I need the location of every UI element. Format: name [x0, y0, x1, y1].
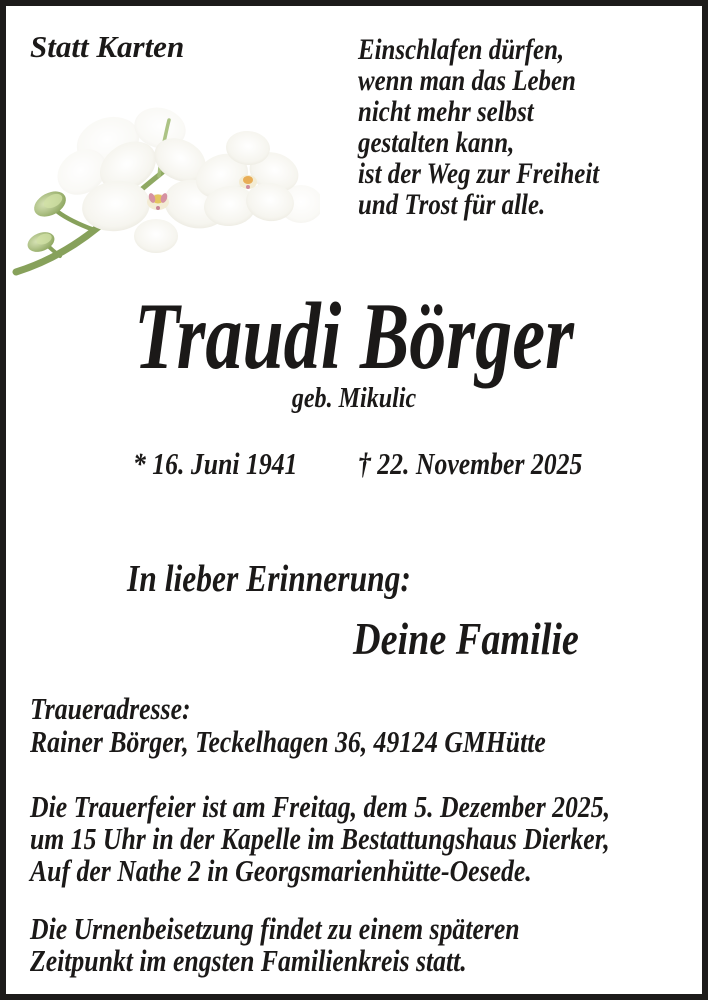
orchid-flower-right — [189, 129, 304, 228]
poem-line: nicht mehr selbst — [358, 95, 534, 128]
statt-karten-label: Statt Karten — [30, 29, 185, 64]
funeral-info-line: Auf der Nathe 2 in Georgsmarienhütte-Oesede. — [30, 853, 532, 888]
memorial-poem — [358, 34, 599, 220]
urn-burial-info — [30, 913, 520, 977]
mourning-address-value: Rainer Börger, Teckelhagen 36, 49124 GMHütte — [30, 724, 546, 759]
deceased-name: Traudi Börger — [134, 283, 574, 389]
funeral-info-line: Die Trauerfeier ist am Freitag, dem 5. Dezember 2025, — [30, 789, 611, 824]
remembrance-intro: In lieber Erinnerung: — [127, 558, 411, 600]
poem-line: Einschlafen dürfen, — [358, 33, 565, 66]
funeral-info — [30, 791, 610, 887]
maiden-name: geb. Mikulic — [291, 382, 417, 414]
death-date: † 22. November 2025 — [358, 446, 583, 481]
mourning-address — [30, 692, 546, 758]
urn-burial-line: Die Urnenbeisetzung findet zu einem späteren — [30, 911, 520, 946]
urn-burial-line: Zeitpunkt im engsten Familienkreis statt. — [30, 943, 467, 978]
birth-date: * 16. Juni 1941 — [133, 446, 298, 481]
poem-line: wenn man das Leben — [358, 64, 576, 97]
poem-line: gestalten kann, — [358, 126, 515, 159]
orchid-buds — [25, 186, 71, 255]
mourning-address-label: Traueradresse: — [30, 691, 191, 726]
poem-line: ist der Weg zur Freiheit — [358, 157, 600, 190]
poem-line: und Trost für alle. — [358, 188, 546, 221]
orchid-flower-image — [8, 84, 320, 280]
family-signature: Deine Familie — [353, 613, 579, 664]
funeral-info-line: um 15 Uhr in der Kapelle im Bestattungshaus Dierker, — [30, 821, 610, 856]
